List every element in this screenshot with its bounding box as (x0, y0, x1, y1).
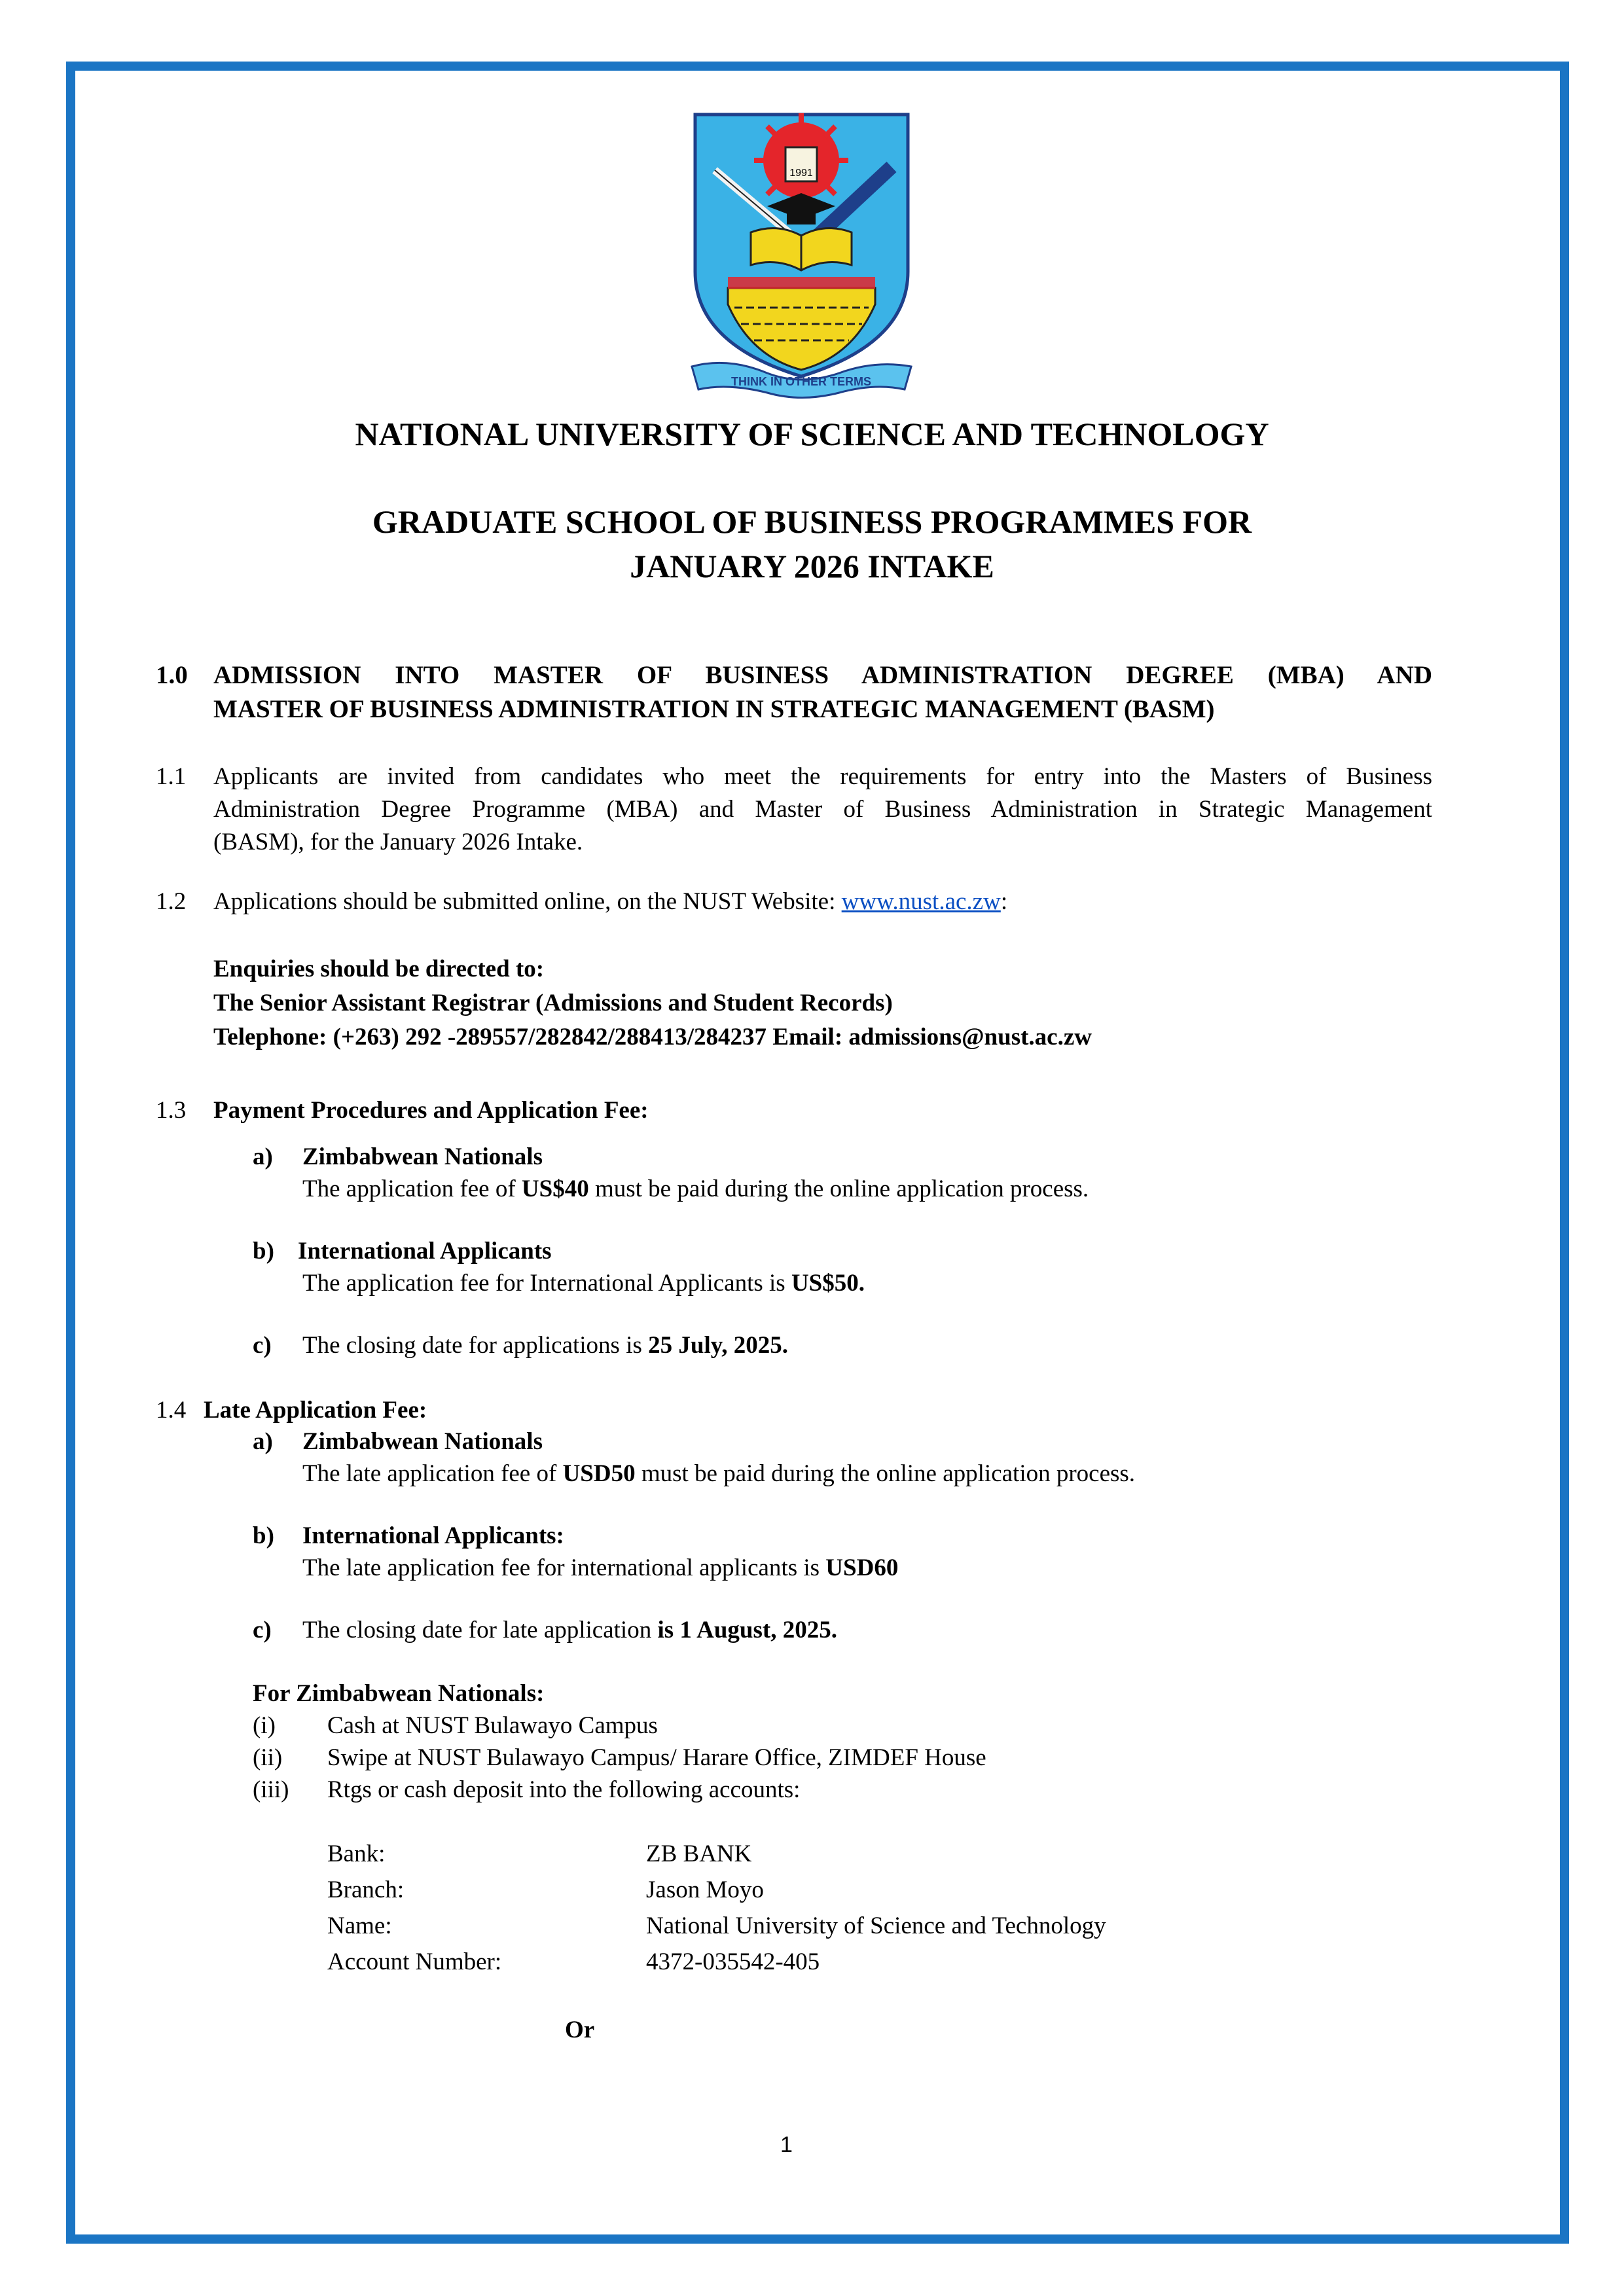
item-1-4-a-text2: must be paid during the online application process. (635, 1460, 1136, 1487)
para-1-1-number: 1.1 (156, 763, 187, 790)
item-1-3-c-text1: The closing date for applications is (302, 1332, 649, 1359)
item-1-4-a-text (302, 1458, 1135, 1490)
school-title-line1: GRADUATE SCHOOL OF BUSINESS PROGRAMMES FOR (372, 503, 1252, 540)
para-1-3-heading: Payment Procedures and Application Fee: (213, 1097, 649, 1124)
section-heading (213, 658, 1432, 726)
item-1-4-c-date: is 1 August, 2025. (657, 1617, 837, 1643)
enquiries-contact: Telephone: (+263) 292 -289557/282842/288413/284237 Email: admissions@nust.ac.zw (213, 1024, 1092, 1050)
item-1-4-a-label: a) (253, 1428, 273, 1455)
item-1-4-b-title: International Applicants: (302, 1522, 564, 1549)
payment-item-3-text: Rtgs or cash deposit into the following accounts: (327, 1776, 801, 1803)
item-1-3-b-label: b) (253, 1238, 274, 1265)
item-1-4-a-text1: The late application fee of (302, 1460, 563, 1487)
page-number: 1 (780, 2132, 793, 2157)
para-1-2 (213, 886, 1007, 918)
payment-item-1-text: Cash at NUST Bulawayo Campus (327, 1712, 658, 1739)
or-separator: Or (565, 2017, 595, 2043)
svg-text:THINK IN OTHER TERMS: THINK IN OTHER TERMS (731, 375, 871, 388)
para-1-2-text: Applications should be submitted online, on the NUST Website: (213, 888, 842, 915)
item-1-3-a-text1: The application fee of (302, 1175, 522, 1202)
account-number-value: 4372-035542-405 (646, 1948, 820, 1975)
nust-crest-logo (689, 108, 914, 399)
para-1-2-number: 1.2 (156, 888, 187, 915)
para-1-1-line1: Applicants are invited from candidates who meet the requirements for entry into the Masters of Business (213, 763, 1432, 790)
item-1-3-a-text2: must be paid during the online application process. (588, 1175, 1089, 1202)
item-1-3-c-text (302, 1329, 788, 1362)
payment-item-3-num: (iii) (253, 1776, 289, 1803)
payment-item-2-num: (ii) (253, 1744, 283, 1771)
item-1-3-a-amount: US$40 (521, 1175, 589, 1202)
item-1-4-c-text (302, 1614, 837, 1647)
item-1-4-b-text (302, 1552, 898, 1585)
para-1-2-suffix: : (1000, 888, 1008, 915)
item-1-3-a-title: Zimbabwean Nationals (302, 1143, 543, 1170)
item-1-4-a-amount: USD50 (562, 1460, 636, 1487)
item-1-3-b-text (302, 1267, 865, 1300)
university-title: NATIONAL UNIVERSITY OF SCIENCE AND TECHNOLOGY (355, 416, 1269, 452)
section-heading-line1: ADMISSION INTO MASTER OF BUSINESS ADMINISTRATION DEGREE (MBA) AND (213, 661, 1432, 689)
para-1-1-line3: (BASM), for the January 2026 Intake. (213, 829, 583, 855)
svg-text:1991: 1991 (789, 168, 813, 179)
branch-value: Jason Moyo (646, 1876, 764, 1903)
item-1-3-b-amount: US$50. (791, 1270, 865, 1297)
item-1-3-c-label: c) (253, 1332, 272, 1359)
account-number-label: Account Number: (327, 1948, 502, 1975)
para-1-1 (213, 761, 1432, 859)
section-heading-line2: MASTER OF BUSINESS ADMINISTRATION IN STRATEGIC MANAGEMENT (BASM) (213, 695, 1215, 723)
para-1-4-heading: Late Application Fee: (204, 1397, 427, 1424)
enquiries-heading: Enquiries should be directed to: (213, 956, 545, 982)
zim-payment-heading: For Zimbabwean Nationals: (253, 1680, 545, 1707)
bank-value: ZB BANK (646, 1840, 752, 1867)
section-number: 1.0 (156, 661, 188, 689)
payment-item-1-num: (i) (253, 1712, 276, 1739)
item-1-4-b-amount: USD60 (825, 1554, 899, 1581)
item-1-3-b-text1: The application fee for International Applicants is (302, 1270, 791, 1297)
branch-label: Branch: (327, 1876, 405, 1903)
para-1-3-number: 1.3 (156, 1097, 187, 1124)
item-1-4-a-title: Zimbabwean Nationals (302, 1428, 543, 1455)
school-title-line2: JANUARY 2026 INTAKE (630, 548, 994, 584)
bank-label: Bank: (327, 1840, 386, 1867)
nust-website-link[interactable]: www.nust.ac.zw (841, 888, 1001, 915)
item-1-4-c-text1: The closing date for late application (302, 1617, 658, 1643)
item-1-4-b-text1: The late application fee for international applicants is (302, 1554, 826, 1581)
para-1-1-line2: Administration Degree Programme (MBA) and Master of Business Administration in Strategic Management (213, 796, 1432, 823)
account-name-value: National University of Science and Technology (646, 1912, 1106, 1939)
payment-item-2-text: Swipe at NUST Bulawayo Campus/ Harare Office, ZIMDEF House (327, 1744, 986, 1771)
item-1-3-b-title: International Applicants (298, 1238, 552, 1265)
para-1-4-number: 1.4 (156, 1397, 187, 1424)
item-1-3-a-label: a) (253, 1143, 273, 1170)
account-name-label: Name: (327, 1912, 392, 1939)
item-1-3-c-date: 25 July, 2025. (648, 1332, 788, 1359)
enquiries-office: The Senior Assistant Registrar (Admissions and Student Records) (213, 990, 893, 1016)
item-1-4-b-label: b) (253, 1522, 274, 1549)
item-1-3-a-text (302, 1173, 1089, 1206)
item-1-4-c-label: c) (253, 1617, 272, 1643)
